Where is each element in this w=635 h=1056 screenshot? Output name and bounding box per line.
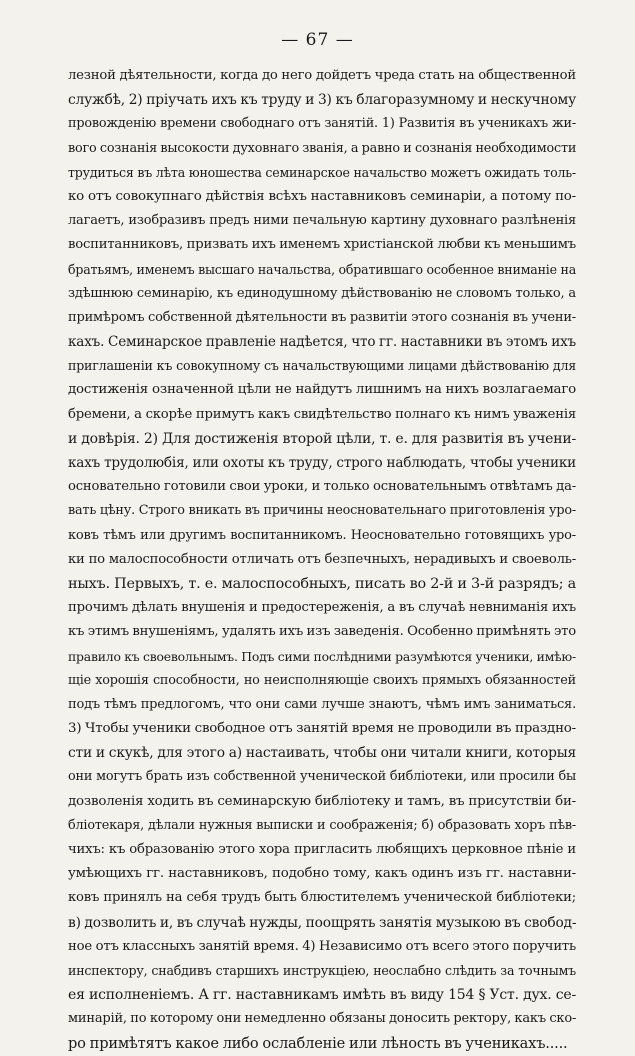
- text-line: вать цѣну. Строго вникать въ причины неосновательнаго приготовленія уро-: [68, 503, 576, 519]
- text-line: основательно готовили свои уроки, и только основательнымъ отвѣтамъ да-: [68, 479, 576, 495]
- text-line: примѣромъ собственной дѣятельности въ развитіи этого сознанія въ учени-: [68, 309, 576, 325]
- text-line: трудиться въ лѣта юношества семинарское начальство можетъ ожидать толь-: [68, 164, 576, 180]
- text-line: приглашеніи къ совокупному съ начальствующими лицами дѣйствованію для: [68, 358, 576, 374]
- text-line: минарій, по которому они немедленно обязаны доносить ректору, какъ ско-: [68, 1011, 577, 1027]
- text-line: чихъ: къ образованію этого хора пригласить любящихъ церковное пѣніе и: [68, 842, 576, 857]
- text-line: инспектору, снабдивъ старшихъ инструкціею, неослабно слѣдить за точнымъ: [68, 962, 576, 978]
- text-line: бремени, а скорѣе примутъ какъ свидѣтельство полнаго къ нимъ уваженія: [68, 406, 576, 422]
- text-line: братьямъ, именемъ высшаго начальства, обратившаго особенное вниманіе на: [68, 261, 576, 277]
- text-line: 3) Чтобы ученики свободное отъ занятій время не проводили въ праздно-: [68, 721, 576, 737]
- text-line: вого сознанія высокости духовнаго званія, а равно и сознанія необходимости: [68, 140, 577, 156]
- text-line: умѣющихъ гг. наставниковъ, подобно тому, какъ одинъ изъ гг. наставни-: [68, 866, 576, 882]
- text-line: дозволенія ходить въ семинарскую библіотеку и тамъ, въ присутствіи би-: [68, 793, 576, 809]
- body-text: [68, 64, 576, 1056]
- text-line: кахъ трудолюбія, или охоты къ труду, строго наблюдать, чтобы ученики: [68, 455, 576, 471]
- text-line: службѣ, 2) пріучать ихъ къ труду и 3) къ благоразумному и нескучному: [68, 92, 576, 109]
- text-line: сти и скукѣ, для этого а) настаивать, чтобы они читали книги, которыя: [68, 745, 576, 762]
- text-line: ное отъ классныхъ занятій время. 4) Независимо отъ всего этого поручить: [68, 938, 576, 954]
- text-line: лагаетъ, изобразивъ предъ ними печальную картину духовнаго разлѣненія: [68, 213, 576, 229]
- text-line: кахъ. Семинарское правленіе надѣется, что гг. наставники въ этомъ ихъ: [68, 334, 576, 351]
- text-line: ко отъ совокупнаго дѣйствія всѣхъ наставниковъ семинаріи, а потому по-: [68, 188, 576, 204]
- text-line: достиженія означенной цѣли не найдутъ лишнимъ на нихъ возлагаемаго: [68, 382, 576, 398]
- text-line: и довѣрія. 2) Для достиженія второй цѣли, т. е. для развитія въ учени-: [68, 430, 576, 447]
- text-line: они могутъ брать изъ собственной ученической библіотеки, или просили бы: [68, 769, 576, 785]
- text-line: лезной дѣятельности, когда до него дойдетъ чреда стать на общественной: [68, 68, 576, 83]
- text-line: ро примѣтятъ какое либо ослабленіе или лѣность въ ученикахъ.....: [68, 1034, 568, 1052]
- text-line: ея исполненіемъ. А гг. наставникамъ имѣть въ виду 154 § Уст. дух. се-: [68, 987, 576, 1004]
- text-line: щіе хорошія способности, но неисполняющіе своихъ прямыхъ обязанностей: [68, 672, 576, 688]
- text-line: здѣшнюю семинарію, къ единодушному дѣйствованію не словомъ только, а: [68, 285, 576, 301]
- text-line: бліотекаря, дѣлали нужныя выписки и соображенія; б) образовать хоръ пѣв-: [68, 817, 576, 833]
- text-line: прочимъ дѣлать внушенія и предостереженія, а въ случаѣ невниманія ихъ: [68, 600, 576, 616]
- text-line: воспитанниковъ, призвать ихъ именемъ христіанской любви къ меньшимъ: [68, 237, 576, 253]
- text-line: подъ тѣмъ предлогомъ, что они сами лучше знаютъ, чѣмъ имъ заниматься.: [68, 696, 576, 712]
- text-line: в) дозволить и, въ случаѣ нужды, поощрять занятія музыкою въ свобод-: [68, 914, 577, 931]
- text-line: къ этимъ внушеніямъ, удалять ихъ изъ заведенія. Особенно примѣнять это: [68, 624, 576, 640]
- text-line: ныхъ. Первыхъ, т. е. малоспособныхъ, писать во 2-й и 3-й разрядъ; а: [68, 575, 576, 592]
- text-line: ковъ тѣмъ или другимъ воспитанникомъ. Неосновательно готовящихъ уро-: [68, 527, 576, 543]
- text-line: правило къ своевольнымъ. Подъ сими послѣдними разумѣются ученики, имѣю-: [68, 648, 576, 664]
- text-line: ковъ принялъ на себя трудъ быть блюстителемъ ученической библіотеки;: [68, 890, 576, 906]
- page-number: — 67 —: [281, 30, 354, 50]
- text-line: провожденію времени свободнаго отъ занятій. 1) Развитія въ ученикахъ жи-: [68, 116, 576, 132]
- text-line: ки по малоспособности отличать отъ безпечныхъ, нерадивыхъ и своеволь-: [68, 551, 576, 567]
